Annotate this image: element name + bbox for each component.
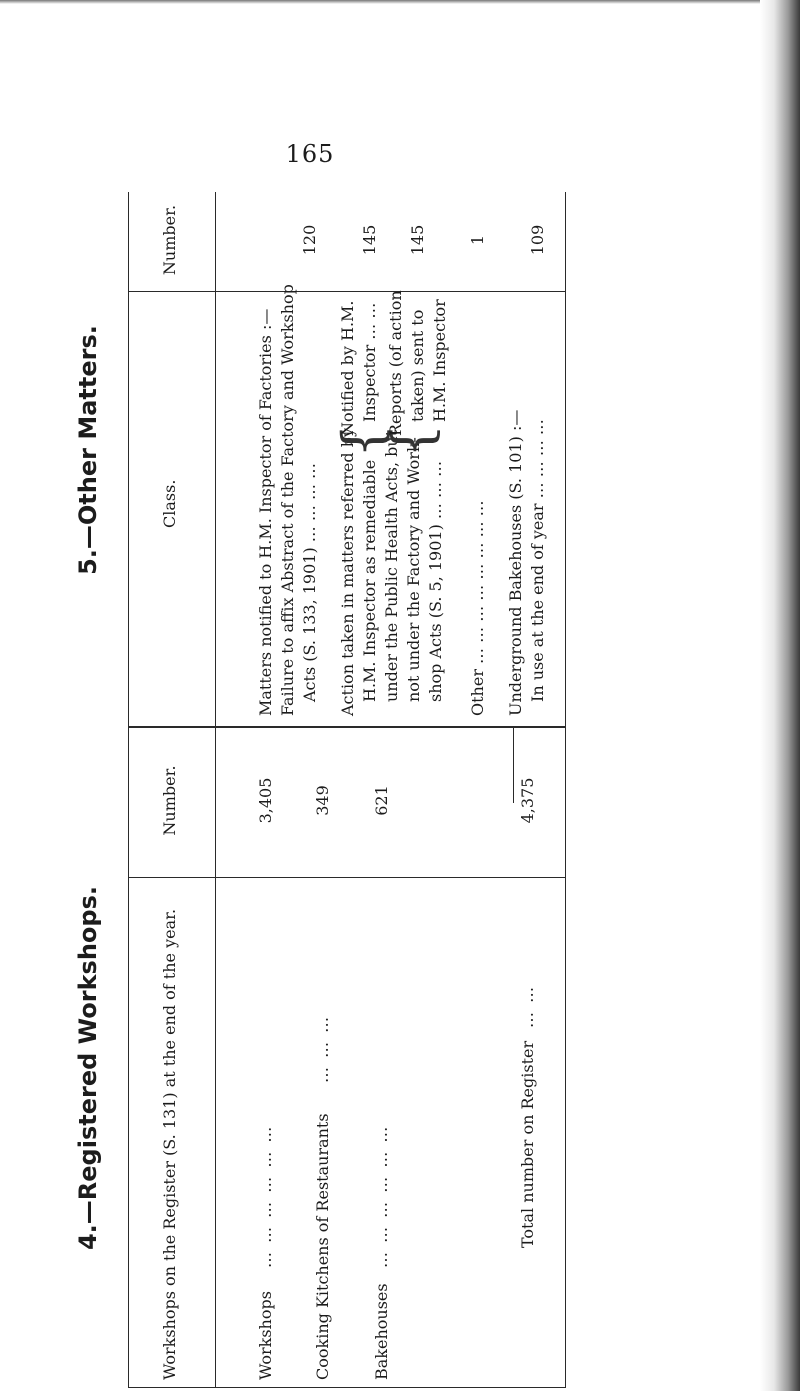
underground-bakehouses-line-2: In use at the end of year … … … … (528, 419, 547, 702)
table-top-rule (128, 192, 129, 1388)
action-taken-line-5: shop Acts (S. 5, 1901) … … … (426, 460, 445, 702)
right-column-rule (128, 291, 566, 292)
section-divider-rule (128, 726, 566, 728)
action-taken-line-2: H.M. Inspector as remediable (360, 459, 379, 702)
registered-workshops-title: 4.—Registered Workshops. (74, 886, 102, 1251)
row-workshops-label: Workshops (256, 1291, 275, 1380)
notified-by-inspector-line-2: Inspector … … (360, 302, 379, 422)
other-row-label: Other … … … … … … … … (468, 500, 487, 716)
other-matters-title: 5.—Other Matters. (74, 325, 102, 575)
page-binding-shadow (760, 0, 800, 1391)
reports-sent-line-1: Reports (of action (386, 290, 405, 436)
left-header-rule (215, 728, 216, 1388)
reports-sent-line-2: taken) sent to (408, 309, 427, 422)
other-number-header: Number. (160, 204, 179, 276)
notified-by-inspector-line-1: Notified by H.M. (338, 300, 357, 436)
action-taken-line-1: Action taken in matters referred by (338, 428, 357, 716)
row-bakehouses-dots: … … … … … … (372, 1124, 391, 1268)
underground-bakehouses-number: 109 (528, 224, 547, 256)
action-taken-line-3: under the Public Health Acts, but (382, 429, 401, 702)
row-workshops-dots: … … … … … … (256, 1124, 275, 1268)
titles-rotated (66, 192, 110, 1388)
total-dots: … … (518, 984, 537, 1028)
action-taken-line-4: not under the Factory and Work- (404, 437, 423, 702)
class-header: Class. (160, 479, 179, 528)
table-bottom-rule (565, 192, 566, 1388)
matters-notified-line-2: Failure to affix Abstract of the Factory and Workshop (278, 284, 297, 716)
workshops-header: Workshops on the Register (S. 131) at the end of the year. (160, 908, 179, 1380)
total-label: Total number on Register (518, 1040, 537, 1248)
matters-notified-number: 120 (300, 224, 319, 256)
row-kitchens-number: 349 (313, 785, 332, 816)
row-bakehouses-label: Bakehouses (372, 1283, 391, 1380)
total-number: 4,375 (518, 777, 537, 824)
row-bakehouses-number: 621 (372, 785, 391, 816)
matters-notified-line-3: Acts (S. 133, 1901) … … … … (300, 462, 319, 702)
notified-by-inspector-number: 145 (360, 224, 379, 256)
left-column-rule (128, 877, 566, 878)
brace-icon: { (381, 423, 444, 458)
reports-sent-number: 145 (408, 224, 427, 256)
tables-rotated (128, 192, 566, 1388)
page-top-edge (0, 0, 800, 4)
other-row-number: 1 (468, 234, 487, 246)
table-left-rule (128, 1387, 566, 1388)
matters-notified-line-1: Matters notified to H.M. Inspector of Factories :— (256, 308, 275, 716)
right-header-rule (215, 192, 216, 726)
row-workshops-number: 3,405 (256, 777, 275, 824)
reports-sent-line-3: H.M. Inspector (430, 299, 449, 422)
row-kitchens-label: Cooking Kitchens of Restaurants (313, 1113, 332, 1380)
underground-bakehouses-line-1: Underground Bakehouses (S. 101) :— (506, 409, 525, 716)
workshops-number-header: Number. (160, 765, 179, 836)
brace-icon: { (331, 423, 394, 458)
row-kitchens-dots: … … … (313, 1014, 332, 1083)
page-number: 165 (285, 140, 335, 168)
total-rule (513, 728, 514, 803)
